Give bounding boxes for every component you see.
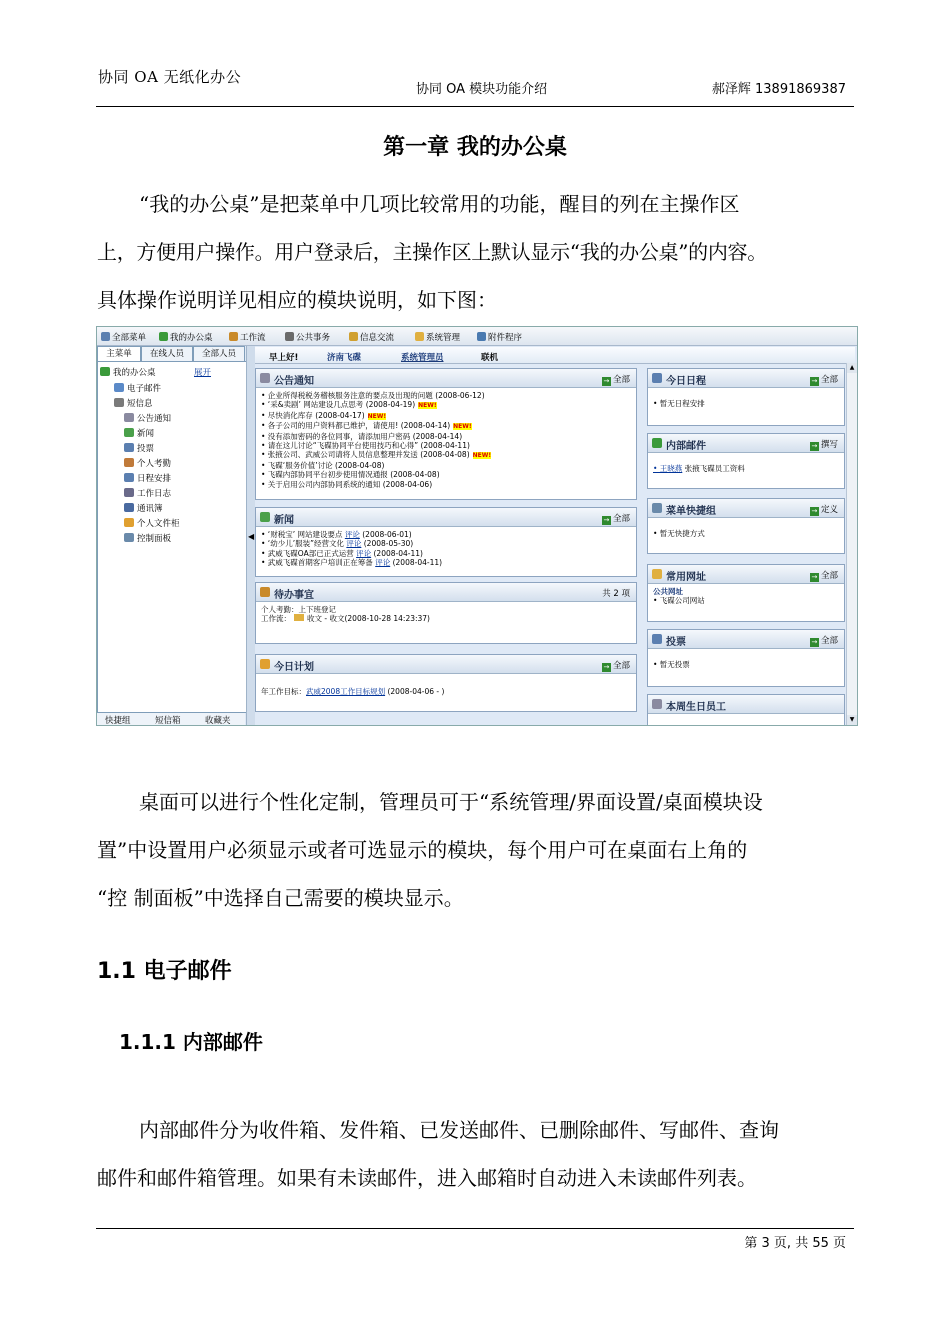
star-icon	[652, 569, 662, 579]
notice-item-text: • 各子公司的用户资料都已维护，请使用! (2008-04-14)	[261, 421, 451, 431]
menu-system-label: 系统管理	[426, 333, 461, 343]
shortcut-body	[653, 529, 840, 538]
panel-title: 今日日程	[666, 376, 706, 387]
vote-icon	[652, 634, 662, 644]
menu-grid-icon	[101, 332, 110, 341]
custom-line-1: 桌面可以进行个性化定制，管理员可于“系统管理/界面设置/桌面模块设	[139, 790, 763, 814]
tab-sms-box[interactable]: 短信箱	[155, 716, 181, 726]
panel-title: 待办事宜	[274, 590, 314, 601]
panel-all-button[interactable]	[602, 373, 630, 386]
new-badge: NEW!	[472, 452, 492, 460]
panel-todo	[255, 582, 637, 644]
tree-item-label: 通讯簿	[137, 504, 163, 514]
calendar-icon	[652, 373, 662, 383]
tree-item-label: 电子邮件	[127, 384, 162, 394]
mail-line-2: 邮件和邮件箱管理。如果有未读邮件，进入邮箱时自动进入未读邮件列表。	[97, 1166, 757, 1190]
custom-paragraph	[97, 778, 859, 922]
panel-action-label: 全部	[820, 375, 838, 385]
menu-public-affairs-label: 公共事务	[296, 333, 331, 343]
news-item[interactable]	[261, 539, 632, 548]
panel-header	[648, 630, 844, 649]
news-date: (2008-04-11)	[373, 548, 423, 558]
notice-item[interactable]	[261, 421, 632, 431]
comment-link[interactable]: 评论	[346, 539, 362, 549]
desk-icon	[100, 367, 110, 376]
todo-label: 工作流：	[261, 614, 291, 624]
menu-workflow-icon	[229, 332, 238, 341]
panel-action-label: 全部	[820, 571, 838, 581]
panel-all-button[interactable]	[810, 569, 838, 582]
todo-list	[261, 605, 632, 624]
page-header	[98, 68, 850, 108]
section-heading: 1.1 电子邮件	[97, 959, 232, 984]
panel-all-button[interactable]	[810, 634, 838, 647]
tree-item-label: 新闻	[137, 429, 155, 439]
notice-item[interactable]: • 请在这儿讨论“飞碟协同平台使用技巧和心得” (2008-04-11)	[261, 441, 470, 451]
comment-link[interactable]: 评论	[344, 530, 360, 539]
plan-date: (2008-04-06 - )	[387, 687, 445, 696]
panel-shortcut	[647, 498, 845, 554]
menu-info-exchange[interactable]	[349, 331, 394, 343]
panel-birthday	[647, 694, 845, 726]
online-status: 联机	[481, 353, 499, 363]
tree-item-label: 个人考勤	[137, 459, 172, 469]
panel-action-label: 全部	[612, 375, 630, 385]
menu-attachment[interactable]	[477, 331, 522, 343]
panel-header	[648, 499, 844, 518]
news-item[interactable]	[261, 549, 632, 558]
tree-item-label: 日程安排	[137, 474, 172, 484]
oa-desktop-screenshot	[96, 326, 858, 726]
mail-item[interactable]	[653, 464, 840, 473]
menu-app-icon	[477, 332, 486, 341]
panel-header	[648, 369, 844, 388]
intro-line-2: 上，方便用户操作。用户登录后，主操作区上默认显示“我的办公桌”的内容。	[97, 240, 767, 264]
panel-define-button[interactable]	[810, 503, 838, 516]
panel-all-button[interactable]	[602, 659, 630, 672]
left-tabs	[97, 346, 245, 361]
tab-favorites[interactable]: 收藏夹	[205, 716, 231, 726]
page-number: 第 3 页, 共 55 页	[744, 1236, 846, 1251]
panel-header	[256, 508, 636, 527]
panel-vote	[647, 629, 845, 687]
envelope-icon	[294, 614, 304, 621]
menu-info-exchange-label: 信息交流	[360, 333, 395, 343]
header-center-text: 协同 OA 模块功能介绍	[416, 82, 548, 97]
panel-header	[648, 434, 844, 453]
news-date: (2008-04-11)	[392, 558, 443, 568]
star-icon	[260, 512, 270, 522]
vote-icon	[124, 443, 134, 452]
chapter-title: 第一章 我的办公桌	[383, 135, 567, 160]
subsection-heading: 1.1.1 内部邮件	[119, 1030, 263, 1054]
menu-workflow[interactable]	[229, 331, 266, 343]
notice-item-text: • 尽快消化库存 (2008-04-17)	[261, 410, 365, 420]
panel-all-button[interactable]	[602, 512, 630, 525]
todo-value: 收文 - 收文(2008-10-28 14:23:37)	[307, 614, 430, 624]
tree-item-control-panel[interactable]	[124, 532, 171, 544]
urls-body	[653, 587, 840, 606]
shortcut-empty: • 暂无快捷方式	[653, 529, 705, 538]
menu-public-icon	[285, 332, 294, 341]
panel-urls	[647, 564, 845, 622]
news-list	[261, 530, 632, 568]
new-badge: NEW!	[453, 423, 472, 431]
arrow-right-icon: →	[811, 377, 818, 385]
notice-item[interactable]: • 飞碟‘服务价值’讨论 (2008-04-08)	[261, 460, 385, 470]
tree-root-label: 我的办公桌	[113, 368, 156, 378]
tree-item-schedule[interactable]	[124, 472, 171, 484]
footer-divider	[96, 1228, 854, 1229]
mail-line-1: 内部邮件分为收件箱、发件箱、已发送邮件、已删除邮件、写邮件、查询	[139, 1118, 779, 1142]
arrow-right-icon: →	[811, 573, 818, 581]
notice-item[interactable]: • 没有添加密码的各位同事，请添加用户密码 (2008-04-14)	[261, 431, 463, 441]
custom-line-2: 置”中设置用户必须显示或者可选显示的模块，每个用户可在桌面右上角的	[97, 838, 748, 862]
news-date: (2008-05-30)	[363, 539, 414, 549]
menu-all[interactable]	[101, 331, 146, 343]
panel-title: 新闻	[274, 515, 294, 526]
tree-root[interactable]	[100, 366, 156, 378]
todo-item[interactable]: 个人考勤：上下班登记	[261, 605, 336, 614]
panel-header	[256, 369, 636, 388]
news-item[interactable]	[261, 558, 632, 567]
menu-system[interactable]	[415, 331, 460, 343]
folder-icon	[124, 518, 134, 527]
notice-item[interactable]: • 企业所得税税务稽核服务注意的要点及出现的问题 (2008-06-12)	[261, 391, 485, 400]
panel-title: 本周生日员工	[666, 702, 726, 713]
vote-empty: • 暂无投票	[653, 660, 690, 669]
panel-title: 投票	[666, 637, 686, 648]
role-name[interactable]: 系统管理员	[401, 353, 444, 363]
arrow-right-icon: →	[603, 377, 610, 385]
panel-header	[256, 583, 636, 602]
url-item[interactable]: • 飞碟公司网站	[653, 596, 705, 606]
header-right-text: 郝泽辉 13891869387	[711, 82, 846, 97]
panel-title: 今日计划	[274, 662, 314, 673]
custom-line-3: “控 制面板”中选择自己需要的模块显示。	[97, 886, 464, 910]
tree-item-filecabinet[interactable]	[124, 517, 180, 529]
star-icon	[124, 428, 134, 437]
panel-title: 公告通知	[274, 376, 314, 387]
notice-item-text: • 张掖公司、武威公司请将人员信息整理并发送 (2008-04-08)	[261, 450, 470, 460]
email-icon	[114, 383, 124, 392]
tree-item-label: 个人文件柜	[137, 519, 180, 529]
arrow-right-icon: →	[811, 507, 818, 515]
panel-header	[648, 565, 844, 584]
shortcut-icon	[652, 503, 662, 513]
todo-count: 共 2 项	[602, 589, 630, 599]
panel-header	[256, 655, 636, 674]
log-icon	[124, 488, 134, 497]
panel-action-label: 定义	[820, 505, 838, 515]
menu-attachment-label: 附件程序	[488, 333, 523, 343]
breadcrumb	[255, 347, 855, 364]
tree-item-notice[interactable]	[124, 412, 171, 424]
menu-desk-icon	[159, 332, 168, 341]
panel-action-label: 全部	[612, 661, 630, 671]
panel-all-button[interactable]	[810, 373, 838, 386]
tab-online[interactable]: 在线人员	[141, 346, 193, 362]
tree-item-label: 投票	[137, 444, 155, 454]
header-left-text: 协同 OA 无纸化办公	[98, 68, 242, 86]
oa-menubar	[97, 327, 857, 346]
tab-quick-group[interactable]: 快捷组	[105, 716, 131, 726]
tree-item-label: 控制面板	[137, 534, 172, 544]
panel-schedule	[647, 368, 845, 426]
schedule-body	[653, 399, 840, 408]
notice-item[interactable]: • 关于启用公司内部协同系统的通知 (2008-04-06)	[261, 479, 433, 489]
notice-item[interactable]	[261, 400, 632, 410]
panel-notice	[255, 368, 637, 500]
plan-label: 年工作目标：	[261, 687, 306, 696]
news-title: • ‘幼少儿’服装”经营文化	[261, 539, 344, 549]
tree-item-label: 公告通知	[137, 414, 172, 424]
attendance-icon	[124, 458, 134, 467]
url-group: 公共网址	[653, 587, 683, 596]
vote-body	[653, 660, 840, 669]
tree-item-label: 工作日志	[137, 489, 172, 499]
notice-item-text: • ‘采&卖剧’ 网站建设几点思考 (2008-04-19)	[261, 400, 416, 410]
tree-expand-link[interactable]: 展开	[194, 368, 212, 378]
tree-item-vote[interactable]	[124, 442, 154, 454]
contacts-icon	[124, 503, 134, 512]
menu-my-desk[interactable]	[159, 331, 213, 343]
todo-icon	[260, 587, 270, 597]
notice-item[interactable]: • 飞碟内部协同平台初步使用情况通报 (2008-04-08)	[261, 470, 440, 480]
news-title: • 武威飞碟OA部已正式运营	[261, 548, 354, 558]
news-date: (2008-06-01)	[362, 530, 412, 539]
birthday-icon	[652, 699, 662, 709]
bottom-tabs	[97, 712, 245, 726]
new-badge: NEW!	[418, 402, 437, 410]
arrow-right-icon: →	[603, 663, 610, 671]
menu-public-affairs[interactable]	[285, 331, 330, 343]
menu-workflow-label: 工作流	[240, 333, 266, 343]
tree-item-news[interactable]	[124, 427, 154, 439]
greeting: 早上好!	[269, 353, 299, 363]
plan-link[interactable]: 武威2008工作目标规划	[306, 687, 386, 696]
tab-all-people[interactable]: 全部人员	[193, 346, 245, 362]
plan-list	[261, 687, 632, 696]
new-badge: NEW!	[367, 412, 387, 420]
todo-item[interactable]	[261, 614, 632, 623]
panel-header	[648, 695, 844, 714]
news-item[interactable]	[261, 530, 632, 539]
tree-item-label: 短信息	[127, 399, 153, 409]
panel-mail	[647, 433, 845, 489]
panel-compose-button[interactable]	[810, 438, 838, 451]
sms-icon	[114, 398, 124, 407]
header-divider	[96, 106, 854, 107]
menu-people-icon	[349, 332, 358, 341]
comment-link[interactable]: 评论	[356, 548, 372, 558]
notice-list	[261, 391, 632, 489]
comment-link[interactable]: 评论	[375, 558, 391, 568]
tab-main-menu[interactable]: 主菜单	[97, 346, 141, 362]
menu-tree	[97, 361, 247, 713]
menu-my-desk-label: 我的办公桌	[170, 333, 213, 343]
mail-icon	[652, 438, 662, 448]
panel-title: 内部邮件	[666, 441, 706, 452]
scroll-down-icon[interactable]: ▼	[847, 715, 857, 725]
tree-item-attendance[interactable]	[124, 457, 171, 469]
control-panel-icon	[124, 533, 134, 542]
notice-item[interactable]	[261, 411, 632, 421]
news-title: • ‘财税宝’ 网站建设要点	[261, 530, 343, 539]
scrollbar[interactable]	[846, 363, 857, 725]
panel-plan	[255, 654, 637, 712]
collapse-arrow-icon[interactable]: ◀	[248, 532, 255, 541]
calendar-icon	[124, 473, 134, 482]
mail-paragraph	[97, 1106, 859, 1202]
mail-body	[653, 464, 840, 473]
notice-item[interactable]	[261, 450, 632, 460]
intro-line-3: 具体操作说明详见相应的模块说明，如下图：	[97, 288, 497, 312]
tree-item-worklog[interactable]	[124, 487, 171, 499]
tree-item-email[interactable]	[114, 382, 161, 394]
tree-item-sms[interactable]	[114, 397, 153, 409]
intro-line-1: “我的办公桌”是把菜单中几项比较常用的功能，醒目的列在主操作区	[139, 192, 740, 216]
panel-action-label: 全部	[612, 514, 630, 524]
intro-paragraph	[97, 180, 859, 324]
panel-title: 菜单快捷组	[666, 506, 716, 517]
arrow-right-icon: →	[811, 442, 818, 450]
panel-action-label: 全部	[820, 636, 838, 646]
schedule-empty: • 暂无日程安排	[653, 399, 705, 408]
menu-all-label: 全部菜单	[112, 333, 147, 343]
arrow-right-icon: →	[603, 516, 610, 524]
panel-news	[255, 507, 637, 577]
tree-item-contacts[interactable]	[124, 502, 163, 514]
plan-icon	[260, 659, 270, 669]
scroll-up-icon[interactable]: ▲	[847, 363, 857, 373]
notice-icon	[260, 373, 270, 383]
splitter[interactable]	[246, 346, 255, 726]
plan-item[interactable]	[261, 687, 632, 696]
mail-subject: 张掖飞碟员工资料	[684, 464, 745, 473]
panel-title: 常用网址	[666, 572, 706, 583]
news-title: • 武威飞碟首期客户培训正在筹备	[261, 558, 373, 568]
arrow-right-icon: →	[811, 638, 818, 646]
notice-icon	[124, 413, 134, 422]
company-name: 济南飞碟	[327, 353, 362, 363]
menu-folder-icon	[415, 332, 424, 341]
mail-sender[interactable]: • 王晓燕	[653, 464, 683, 473]
panel-action-label: 撰写	[820, 440, 838, 450]
